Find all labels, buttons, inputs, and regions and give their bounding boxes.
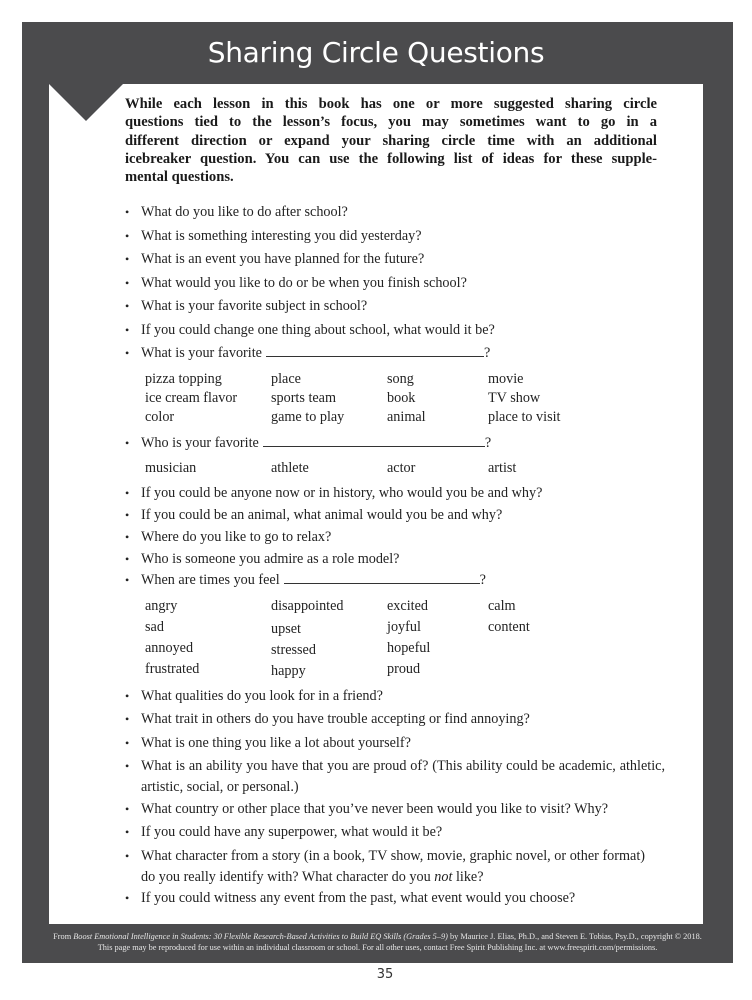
option: content [488,619,530,635]
option: artist [488,460,517,476]
bullet-icon: • [125,436,130,450]
options-row [145,389,615,408]
option: proud [387,661,421,677]
option: annoyed [145,640,194,656]
option: animal [387,409,426,425]
question-text: If you could be anyone now or in history, who would you be and why? [141,485,543,501]
intro-line: different direction or expand your sharing circle time with an additional [125,132,657,149]
favorite-person-options-grid [145,459,615,478]
question-item [125,202,665,223]
intro-line: mental questions. [125,169,234,186]
question-suffix: ? [479,572,486,588]
question-item [125,549,665,570]
intro-line: icebreaker question. You can use the following list of ideas for these supple- [125,150,657,167]
question-item [125,249,665,270]
bullet-icon: • [125,508,130,522]
question-text: What is something interesting you did yesterday? [141,228,422,244]
bullet-icon: • [125,825,130,839]
bullet-icon: • [125,802,130,816]
option: song [387,371,414,387]
intro-paragraph [125,95,657,186]
bullet-icon: • [125,689,130,703]
option: athlete [271,460,309,476]
question-item [125,756,665,798]
footer-line-1: From Boost Emotional Intelligence in Students: 30 Flexible Research-Based Activities to Build EQ Skills (Grades 5–9) by Maurice J. Elias, Ph.D., and Steven E. Tobias, Psy.D., copyright © 2018. [53,932,702,941]
question-text: What qualities do you look for in a friend? [141,688,383,704]
option: calm [488,598,516,614]
bullet-icon: • [125,252,130,266]
options-row [145,408,615,427]
option: game to play [271,409,345,425]
question-item [125,686,665,707]
bullet-icon: • [125,486,130,500]
question-text: If you could be an animal, what animal would you be and why? [141,507,503,523]
book-title: Boost Emotional Intelligence in Students: 30 Flexible Research-Based Activities to Build EQ Skills (Grades 5–9) [73,932,448,941]
question-item [125,296,665,317]
options-row [145,638,615,659]
option: upset [271,621,301,637]
options-row [145,370,615,389]
footer-line-2: This page may be reproduced for use within an individual classroom or school. For all other uses, contact Free Spirit Publishing Inc. at www.freespirit.com/permissions. [97,943,658,952]
options-row [145,459,615,478]
question-text: Where do you like to go to relax? [141,529,332,545]
bullet-icon: • [125,573,130,587]
bullet-icon: • [125,759,130,773]
option: excited [387,598,428,614]
question-item-fill-blank [125,570,665,591]
option: place [271,371,301,387]
question-item [125,505,665,526]
bullet-icon: • [125,229,130,243]
question-item [125,733,665,754]
question-text: When are times you feel [141,572,280,588]
question-suffix: ? [483,345,491,361]
option: sad [145,619,164,635]
options-row [145,596,615,617]
question-text: What do you like to do after school? [141,204,348,220]
option: happy [271,663,306,679]
question-item-fill-blank [125,433,665,454]
bullet-icon: • [125,736,130,750]
question-text-end: like? [452,869,484,885]
option: stressed [271,642,316,658]
question-item [125,527,665,548]
question-text: Who is your favorite [141,435,259,451]
bullet-icon: • [125,552,130,566]
bullet-icon: • [125,205,130,219]
bullet-icon: • [125,299,130,313]
bullet-icon: • [125,712,130,726]
bullet-icon: • [125,891,130,905]
question-item-fill-blank [125,343,665,364]
question-item [125,888,665,909]
question-item [125,846,645,888]
fill-in-blank-line [266,343,484,357]
option: frustrated [145,661,200,677]
option: color [145,409,175,425]
option: ice cream flavor [145,390,238,406]
question-suffix: ? [484,435,492,451]
question-item [125,226,665,247]
intro-line: While each lesson in this book has one or more suggested sharing circle [125,96,657,112]
bullet-icon: • [125,346,130,360]
question-text: If you could change one thing about school, what would it be? [141,322,495,338]
question-text: What trait in others do you have trouble accepting or find annoying? [141,711,530,727]
option: joyful [387,619,421,635]
question-item [125,483,665,504]
option: musician [145,460,197,476]
option: actor [387,460,416,476]
bullet-icon: • [125,530,130,544]
question-item [125,273,665,294]
question-text: What is an event you have planned for the future? [141,251,425,267]
question-text: If you could witness any event from the past, what event would you choose? [141,890,576,906]
question-text: What country or other place that you’ve never been would you like to visit? Why? [141,801,608,817]
intro-line: questions tied to the lesson’s focus, you may sometimes want to go in a [125,114,657,131]
question-item [125,799,665,820]
question-item [125,320,665,341]
option: place to visit [488,409,561,425]
fill-in-blank-line [263,433,485,447]
page-title: Sharing Circle Questions [207,36,545,69]
question-item [125,709,665,730]
question-emphasis: not [434,869,453,885]
bullet-icon: • [125,849,130,863]
question-text: If you could have any superpower, what would it be? [141,824,443,840]
question-text: What is one thing you like a lot about yourself? [141,735,411,751]
fill-in-blank-line [284,570,480,584]
option: sports team [271,390,337,406]
options-row [145,659,615,680]
question-text: Who is someone you admire as a role model? [141,551,400,567]
option: movie [488,371,524,387]
options-row [145,617,615,638]
copyright-footer [22,931,733,953]
favorite-options-grid [145,370,615,427]
bullet-icon: • [125,323,130,337]
page-number: 35 [376,967,394,982]
option: disappointed [271,598,344,614]
question-text: What is your favorite [141,345,262,361]
question-text: What would you like to do or be when you finish school? [141,275,467,291]
question-text: What character from a story (in a book, TV show, movie, graphic novel, or other format) do you really identify with? What character do you [141,848,645,885]
bullet-icon: • [125,276,130,290]
feelings-options-grid [145,596,615,680]
option: book [387,390,416,406]
corner-notch-icon [49,84,123,121]
question-item [125,822,665,843]
question-text: What is an ability you have that you are proud of? (This ability could be academic, athletic, artistic, social, or personal.) [141,758,665,795]
option: hopeful [387,640,431,656]
question-text: What is your favorite subject in school? [141,298,368,314]
option: pizza topping [145,371,222,387]
option: angry [145,598,178,614]
option: TV show [488,390,541,406]
